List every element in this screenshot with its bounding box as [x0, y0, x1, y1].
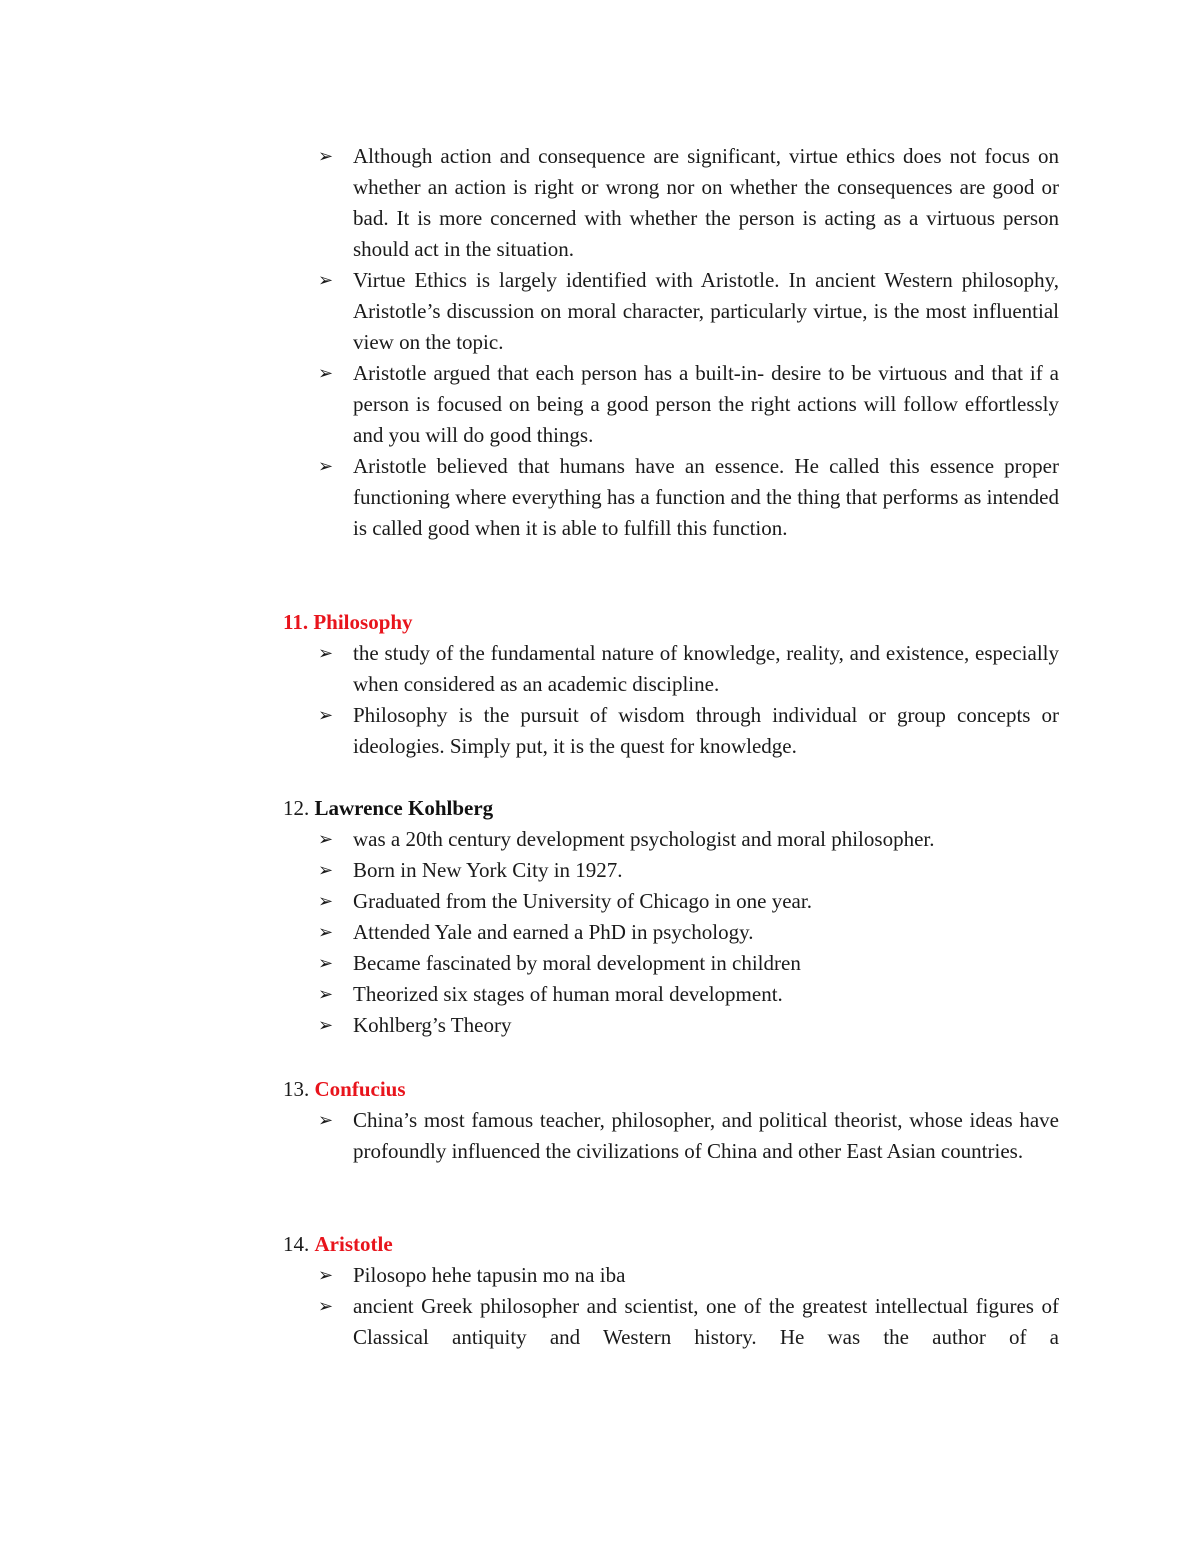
- arrowhead-bullet-icon: ➢: [318, 984, 334, 1005]
- section-title: Aristotle: [314, 1232, 393, 1256]
- section-number: 13.: [283, 1077, 310, 1101]
- arrowhead-bullet-icon: ➢: [318, 146, 334, 167]
- section-title: Lawrence Kohlberg: [314, 796, 494, 820]
- list-item: [0, 1291, 1200, 1353]
- bullet-text: Theorized six stages of human moral development.: [353, 982, 783, 1006]
- arrowhead-bullet-icon: ➢: [318, 705, 334, 726]
- section-number: 14.: [283, 1232, 310, 1256]
- list-item: [0, 638, 1200, 700]
- bullet-text: Aristotle argued that each person has a built-in- desire to be virtuous and that if a person is focused on being a good person the right actions will follow effortlessly and you will do good things.: [353, 361, 1059, 447]
- arrowhead-bullet-icon: ➢: [318, 363, 334, 384]
- section-title: Confucius: [314, 1077, 406, 1101]
- bullet-text: Attended Yale and earned a PhD in psychology.: [353, 920, 754, 944]
- list-item: [0, 1105, 1200, 1167]
- arrowhead-bullet-icon: ➢: [318, 829, 334, 850]
- bullet-text: Became fascinated by moral development in children: [353, 951, 801, 975]
- list-item: [0, 1010, 1200, 1041]
- arrowhead-bullet-icon: ➢: [318, 1110, 334, 1131]
- arrowhead-bullet-icon: ➢: [318, 1296, 334, 1317]
- section-heading-philosophy: [283, 607, 413, 638]
- bullet-text: Virtue Ethics is largely identified with Aristotle. In ancient Western philosophy, Aristotle’s discussion on moral character, particularly virtue, is the most influential view on the topic.: [353, 268, 1059, 354]
- bullet-text: China’s most famous teacher, philosopher, and political theorist, whose ideas have profoundly influenced the civilizations of China and other East Asian countries.: [353, 1108, 1059, 1163]
- list-item: [0, 855, 1200, 886]
- list-item: [0, 917, 1200, 948]
- list-item: [0, 700, 1200, 762]
- list-item: [0, 886, 1200, 917]
- arrowhead-bullet-icon: ➢: [318, 1265, 334, 1286]
- section-heading-aristotle: [283, 1229, 393, 1260]
- section-number: 11.: [283, 610, 309, 634]
- arrowhead-bullet-icon: ➢: [318, 922, 334, 943]
- list-item: [0, 358, 1200, 451]
- kohlberg-bullet-list: [0, 824, 1200, 1041]
- arrowhead-bullet-icon: ➢: [318, 891, 334, 912]
- intro-bullet-list: [0, 141, 1200, 544]
- bullet-text: Philosophy is the pursuit of wisdom through individual or group concepts or ideologies. Simply put, it is the quest for knowledge.: [353, 703, 1059, 758]
- bullet-text: Graduated from the University of Chicago in one year.: [353, 889, 812, 913]
- list-item: [0, 824, 1200, 855]
- list-item: [0, 451, 1200, 544]
- section-heading-kohlberg: [283, 793, 493, 824]
- bullet-text: was a 20th century development psychologist and moral philosopher.: [353, 827, 935, 851]
- bullet-text: Born in New York City in 1927.: [353, 858, 623, 882]
- aristotle-bullet-list: [0, 1260, 1200, 1353]
- confucius-bullet-list: [0, 1105, 1200, 1167]
- arrowhead-bullet-icon: ➢: [318, 953, 334, 974]
- bullet-text: the study of the fundamental nature of knowledge, reality, and existence, especially when considered as an academic discipline.: [353, 641, 1059, 696]
- section-number: 12.: [283, 796, 310, 820]
- bullet-text: Although action and consequence are significant, virtue ethics does not focus on whether an action is right or wrong nor on whether the consequences are good or bad. It is more concerned with whether the person is acting as a virtuous person should act in the situation.: [353, 144, 1059, 261]
- arrowhead-bullet-icon: ➢: [318, 1015, 334, 1036]
- list-item: [0, 948, 1200, 979]
- bullet-text: ancient Greek philosopher and scientist, one of the greatest intellectual figures of Classical antiquity and Western history. He was the author of a: [353, 1294, 1059, 1349]
- list-item: [0, 141, 1200, 265]
- arrowhead-bullet-icon: ➢: [318, 860, 334, 881]
- arrowhead-bullet-icon: ➢: [318, 456, 334, 477]
- bullet-text: Aristotle believed that humans have an essence. He called this essence proper functioning where everything has a function and the thing that performs as intended is called good when it is able to fulfill this function.: [353, 454, 1059, 540]
- section-heading-confucius: [283, 1074, 406, 1105]
- list-item: [0, 1260, 1200, 1291]
- list-item: [0, 265, 1200, 358]
- philosophy-bullet-list: [0, 638, 1200, 762]
- section-title: Philosophy: [313, 610, 413, 634]
- arrowhead-bullet-icon: ➢: [318, 643, 334, 664]
- list-item: [0, 979, 1200, 1010]
- bullet-text: Kohlberg’s Theory: [353, 1013, 512, 1037]
- arrowhead-bullet-icon: ➢: [318, 270, 334, 291]
- bullet-text: Pilosopo hehe tapusin mo na iba: [353, 1263, 626, 1287]
